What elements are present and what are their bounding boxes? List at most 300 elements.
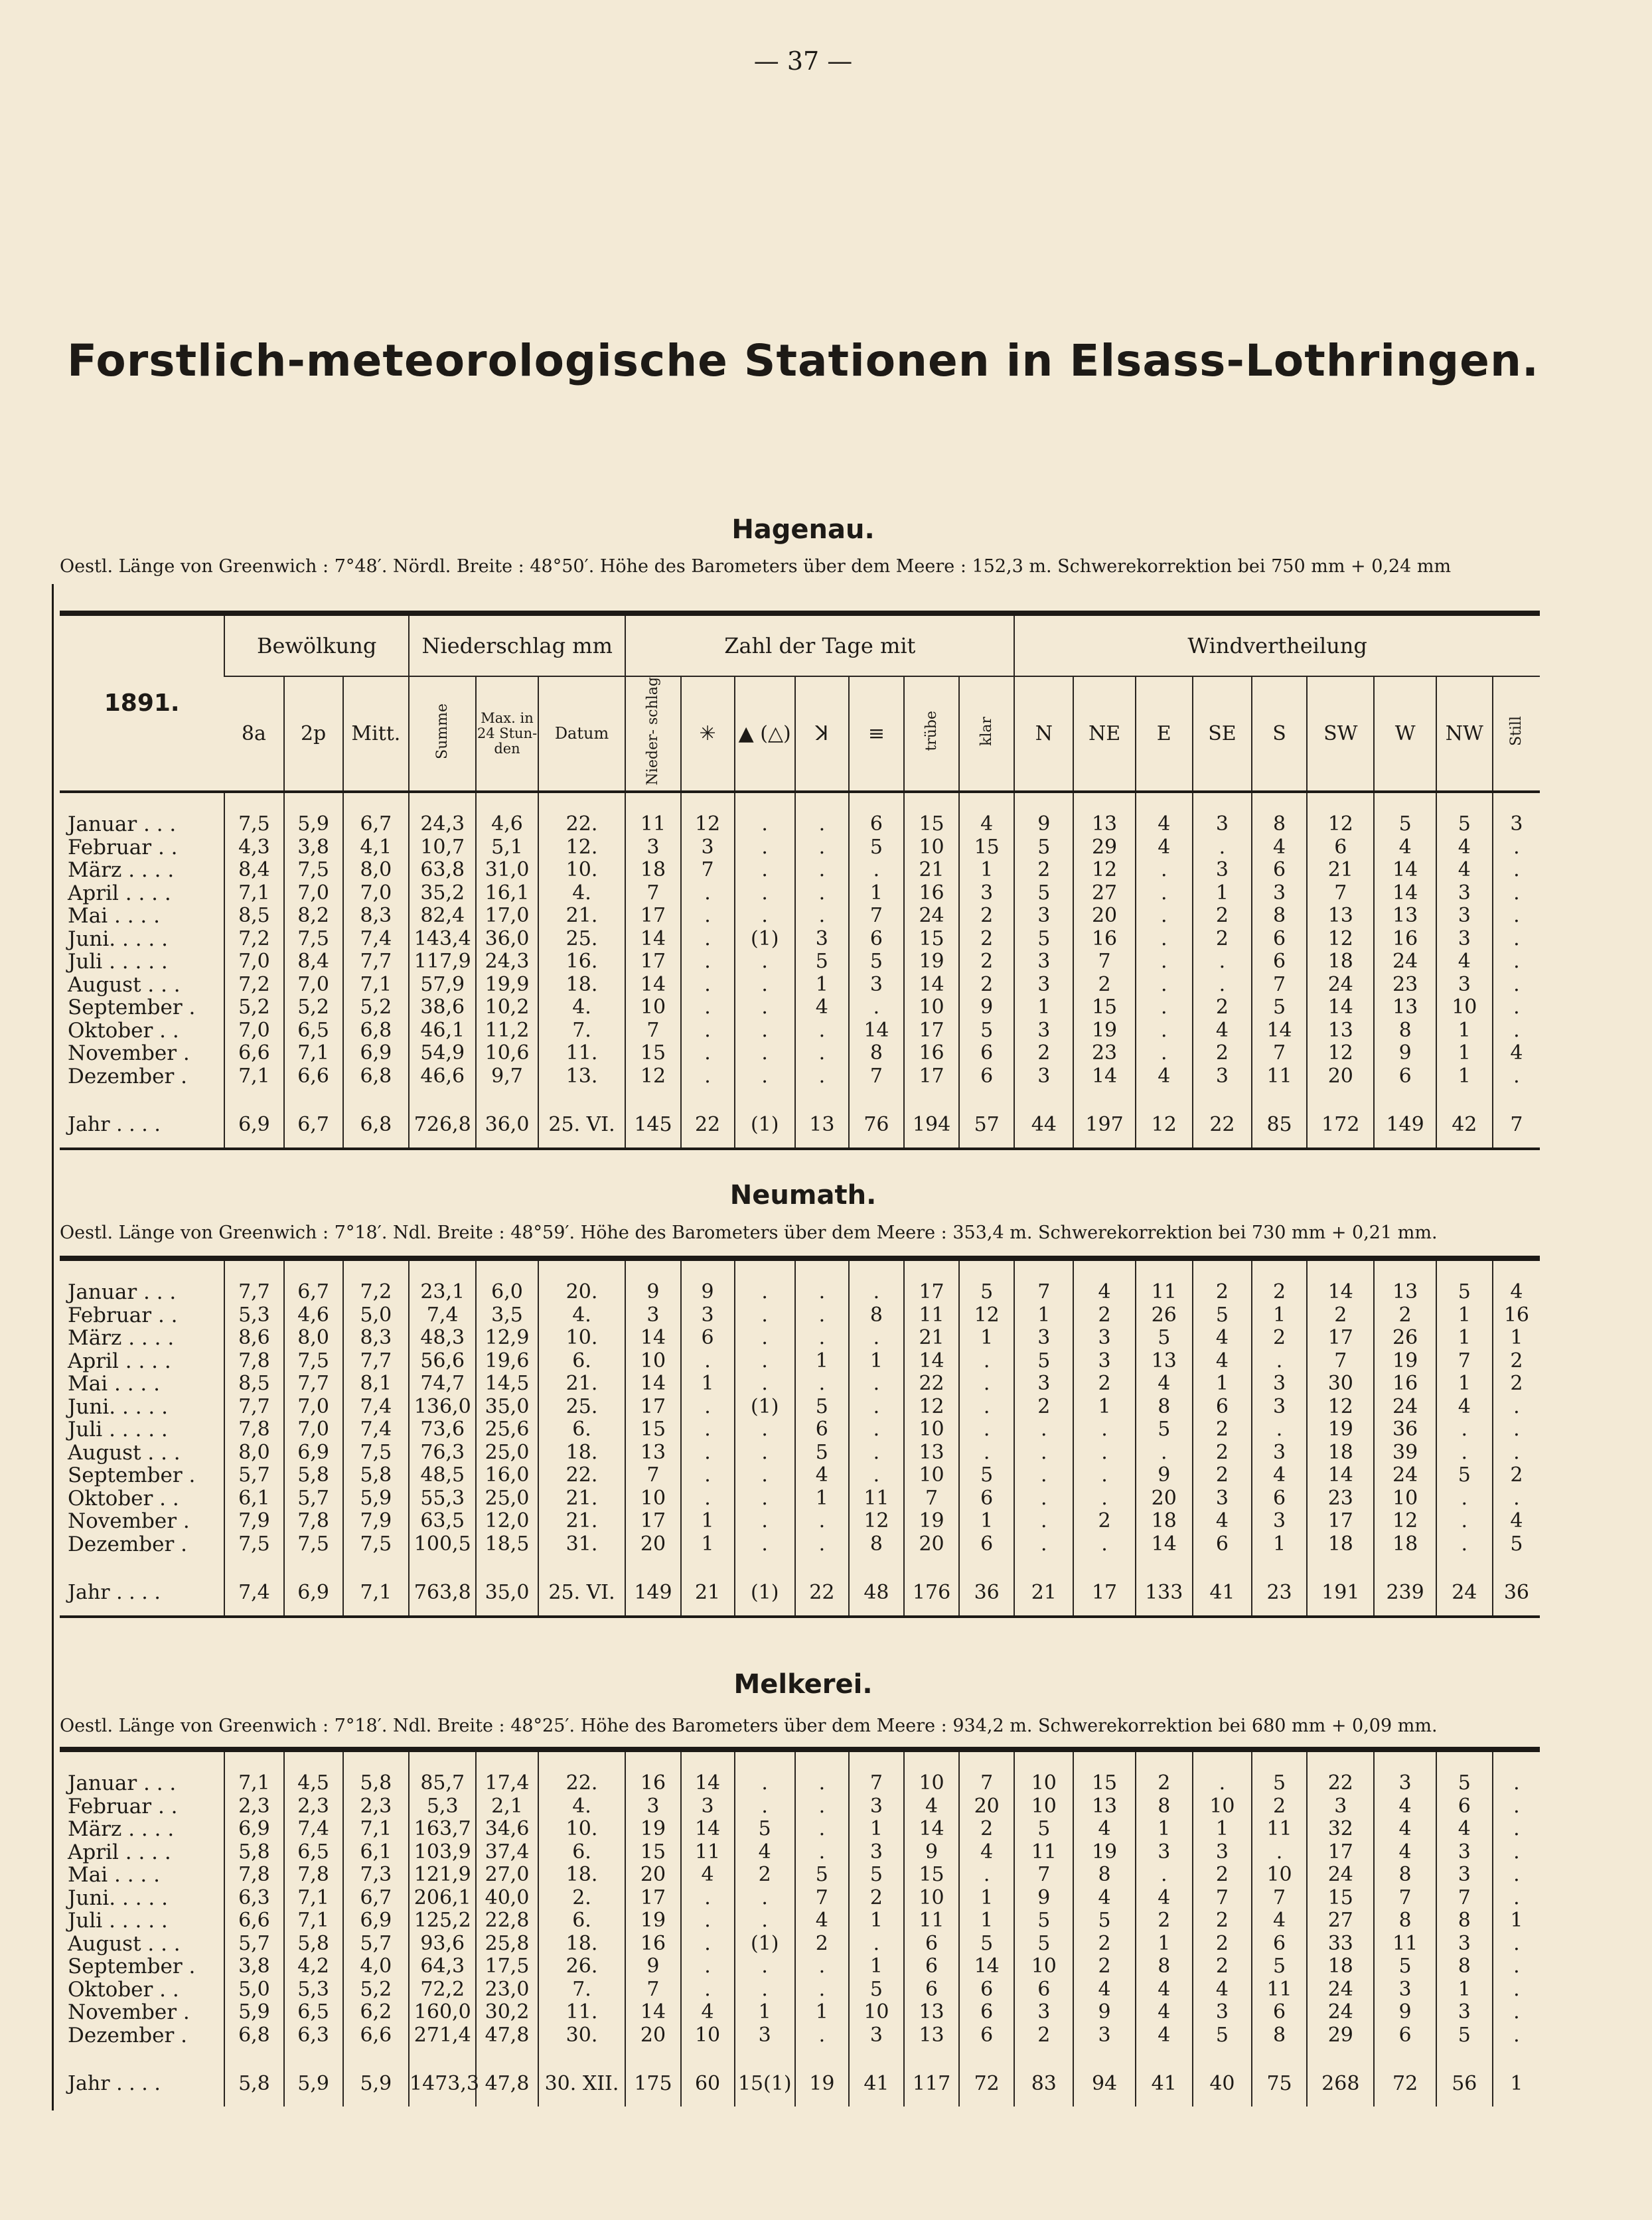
table-cell: 11 bbox=[864, 1486, 889, 1510]
table-cell: 4 bbox=[1158, 812, 1171, 836]
table-cell: 31. bbox=[565, 1532, 598, 1556]
year-total-gewitter: 22 bbox=[795, 1569, 849, 1617]
table-cell: 7,0 bbox=[297, 881, 329, 905]
table-cell: 7,7 bbox=[238, 1394, 270, 1418]
year-total-niederschlag: 175 bbox=[625, 2060, 680, 2107]
table-cell: 7,0 bbox=[297, 972, 329, 996]
table-cell: 4 bbox=[1398, 1794, 1412, 1818]
table-cell: 5 bbox=[869, 835, 883, 859]
column-SE bbox=[1193, 792, 1252, 1101]
table-cell: 12,9 bbox=[485, 1326, 530, 1349]
table-cell: 5 bbox=[758, 1817, 771, 1840]
month-label: März . . . . bbox=[68, 858, 175, 883]
table-cell: . bbox=[704, 1463, 711, 1487]
table-cell: 16,1 bbox=[485, 881, 530, 905]
table-cell: 24 bbox=[919, 904, 944, 928]
table-cell: . bbox=[761, 1418, 768, 1441]
table-cell: 7,1 bbox=[238, 1771, 270, 1795]
table-cell: . bbox=[1513, 1486, 1520, 1510]
table-cell: 9,7 bbox=[491, 1064, 523, 1088]
table-cell: 7,0 bbox=[360, 881, 392, 905]
table-cell: 10. bbox=[565, 1817, 598, 1840]
table-cell: 7,5 bbox=[238, 1532, 270, 1556]
table-cell: 1 bbox=[980, 858, 994, 882]
column-truebe bbox=[904, 792, 959, 1101]
year-total-b8a: 6,9 bbox=[224, 1101, 283, 1149]
table-cell: 5 bbox=[1215, 1303, 1229, 1327]
col-mitt: Mitt. bbox=[343, 676, 409, 792]
table-cell: 2 bbox=[1098, 1372, 1111, 1395]
table-cell: 4 bbox=[1510, 1509, 1523, 1532]
table-cell: 6 bbox=[1398, 2023, 1412, 2047]
table-cell: 8 bbox=[1098, 1863, 1111, 1886]
table-cell: . bbox=[873, 858, 880, 882]
table-cell: 17 bbox=[640, 904, 666, 928]
table-cell: 3 bbox=[1215, 2000, 1229, 2024]
column-still bbox=[1493, 1749, 1540, 2060]
col-klar-label: klar bbox=[978, 716, 996, 746]
column-klar bbox=[959, 1258, 1014, 1569]
station-coords: Oestl. Länge von Greenwich : 7°18′. Ndl. Breite : 48°25′. Höhe des Barometers über dem Meere : 934,2 m. Schwerekorrektion bei 680 mm + 0,09 mm. bbox=[60, 1716, 1438, 1736]
table-cell: 10 bbox=[640, 1486, 666, 1510]
month-label: Juli . . . . . bbox=[68, 1909, 168, 1933]
table-cell: 8 bbox=[1158, 1794, 1171, 1818]
table-cell: 3 bbox=[1398, 1771, 1412, 1795]
table-cell: 57,9 bbox=[420, 972, 465, 996]
year-total-truebe: 117 bbox=[904, 2060, 959, 2107]
table-cell: 16 bbox=[1091, 926, 1118, 950]
table-cell: . bbox=[1160, 972, 1167, 996]
table-cell: 4 bbox=[1458, 858, 1471, 882]
column-NW bbox=[1436, 1258, 1493, 1569]
table-cell: 19 bbox=[640, 1817, 666, 1840]
month-label: Februar . . bbox=[68, 1303, 178, 1327]
table-cell: 2 bbox=[980, 950, 994, 974]
month-label: Januar . . . bbox=[68, 1280, 177, 1304]
table-cell: 3 bbox=[1458, 1931, 1471, 1955]
table-cell: 7,7 bbox=[360, 1349, 392, 1372]
month-labels bbox=[60, 1749, 224, 2060]
table-cell: 14 bbox=[1392, 858, 1418, 882]
table-cell: . bbox=[818, 1372, 826, 1395]
table-cell: 103,9 bbox=[413, 1840, 471, 1864]
table-cell: 3 bbox=[1458, 926, 1471, 950]
table-cell: 4 bbox=[758, 1840, 771, 1864]
table-cell: 11 bbox=[1266, 1817, 1292, 1840]
year-total-summe: 763,8 bbox=[409, 1569, 476, 1617]
table-cell: 17 bbox=[640, 1394, 666, 1418]
table-cell: . bbox=[873, 1326, 880, 1349]
table-cell: 7,9 bbox=[360, 1509, 392, 1532]
table-cell: 16,0 bbox=[485, 1463, 530, 1487]
table-cell: 25. bbox=[565, 1394, 598, 1418]
table-cell: 5 bbox=[1037, 835, 1051, 859]
table-cell: 2 bbox=[1398, 1303, 1412, 1327]
table-cell: 6,9 bbox=[360, 1041, 392, 1065]
col-klar bbox=[959, 676, 1014, 792]
table-cell: 24 bbox=[1327, 1977, 1353, 2001]
table-cell: 3 bbox=[869, 972, 883, 996]
table-cell: 24,3 bbox=[420, 812, 465, 836]
column-still bbox=[1493, 792, 1540, 1101]
table-cell: 76,3 bbox=[420, 1440, 465, 1464]
table-cell: 4 bbox=[1273, 1463, 1286, 1487]
table-cell: 3 bbox=[1215, 1840, 1229, 1864]
table-cell: 24 bbox=[1327, 1863, 1353, 1886]
table-cell: 8,3 bbox=[360, 904, 392, 928]
year-total-datum: 25. VI. bbox=[538, 1101, 626, 1149]
table-cell: 6,1 bbox=[360, 1840, 392, 1864]
table-cell: 5,0 bbox=[238, 1977, 270, 2001]
table-cell: . bbox=[761, 1440, 768, 1464]
year-total-SE: 22 bbox=[1193, 1101, 1252, 1149]
table-cell: 6 bbox=[1273, 1486, 1286, 1510]
table-cell: . bbox=[873, 996, 880, 1019]
table-cell: 3 bbox=[646, 1794, 660, 1818]
column-summe bbox=[409, 792, 476, 1101]
table-cell: 17 bbox=[640, 1509, 666, 1532]
year-total-b8a: 7,4 bbox=[224, 1569, 283, 1617]
table-cell: 14 bbox=[640, 1372, 666, 1395]
month-label: August . . . bbox=[68, 1440, 181, 1465]
table-cell: 4. bbox=[572, 1794, 591, 1818]
table-cell: 12 bbox=[1327, 926, 1353, 950]
table-cell: 4 bbox=[1398, 1840, 1412, 1864]
table-cell: 1 bbox=[1098, 1394, 1111, 1418]
table-cell: 7,1 bbox=[360, 972, 392, 996]
table-cell: 17 bbox=[919, 1064, 944, 1088]
table-cell: 27,0 bbox=[485, 1863, 530, 1886]
table-cell: 55,3 bbox=[420, 1486, 465, 1510]
table-cell: 13 bbox=[919, 1440, 944, 1464]
col-still-label: Still bbox=[1508, 716, 1525, 747]
table-cell: . bbox=[1513, 1771, 1520, 1795]
table-cell: 4 bbox=[1273, 1909, 1286, 1932]
table-cell: 6,6 bbox=[238, 1909, 270, 1932]
column-b8a bbox=[224, 1258, 283, 1569]
table-cell: 8,0 bbox=[238, 1440, 270, 1464]
table-cell: 5,8 bbox=[360, 1771, 392, 1795]
table-cell: 7,3 bbox=[360, 1863, 392, 1886]
table-cell: . bbox=[1219, 972, 1226, 996]
table-cell: 47,8 bbox=[485, 2023, 530, 2047]
table-cell: 14 bbox=[919, 972, 944, 996]
table-cell: 2,3 bbox=[238, 1794, 270, 1818]
table-cell: 7 bbox=[869, 1064, 883, 1088]
year-total-SE: 40 bbox=[1193, 2060, 1252, 2107]
table-cell: 1 bbox=[815, 1486, 828, 1510]
table-cell: 4 bbox=[1215, 1349, 1229, 1372]
table-cell: 12,0 bbox=[485, 1509, 530, 1532]
column-summe bbox=[409, 1749, 476, 2060]
table-cell: 1 bbox=[1273, 1303, 1286, 1327]
table-cell: 14 bbox=[694, 1771, 721, 1795]
column-schnee bbox=[681, 792, 735, 1101]
column-datum bbox=[538, 1258, 626, 1569]
column-nebel bbox=[849, 1749, 904, 2060]
table-cell: 5 bbox=[1215, 2023, 1229, 2047]
table-cell: 18. bbox=[565, 1440, 598, 1464]
table-cell: 7 bbox=[869, 904, 883, 928]
month-label: April . . . . bbox=[68, 1349, 171, 1373]
column-hagel bbox=[735, 1749, 795, 2060]
col-2p: 2p bbox=[284, 676, 343, 792]
month-label: März . . . . bbox=[68, 1326, 175, 1350]
table-cell: 14 bbox=[864, 1018, 889, 1042]
column-SW bbox=[1307, 792, 1374, 1101]
year-total-N: 44 bbox=[1014, 1101, 1073, 1149]
column-schnee bbox=[681, 1258, 735, 1569]
table-cell: 22. bbox=[565, 1463, 598, 1487]
year-total-b2p: 6,9 bbox=[284, 1569, 343, 1617]
station-coords: Oestl. Länge von Greenwich : 7°48′. Nördl. Breite : 48°50′. Höhe des Barometers über dem Meere : 152,3 m. Schwerekorrektion bei 750 mm + 0,24 mm bbox=[60, 556, 1452, 577]
table-cell: 2 bbox=[1215, 1041, 1229, 1065]
table-cell: . bbox=[761, 1303, 768, 1327]
table-cell: 3 bbox=[701, 1303, 714, 1327]
month-label: April . . . . bbox=[68, 1840, 171, 1864]
table-cell: 18. bbox=[565, 1931, 598, 1955]
table-cell: 4,6 bbox=[491, 812, 523, 836]
table-cell: 1 bbox=[980, 1509, 994, 1532]
month-label: Februar . . bbox=[68, 1794, 178, 1818]
table-cell: 1 bbox=[815, 2000, 828, 2024]
table-cell: . bbox=[818, 1509, 826, 1532]
table-cell: . bbox=[1513, 2023, 1520, 2047]
table-cell: 16 bbox=[919, 881, 944, 905]
table-cell: 8,2 bbox=[297, 904, 329, 928]
table-cell: . bbox=[873, 1280, 880, 1303]
column-SE bbox=[1193, 1258, 1252, 1569]
table-cell: 13 bbox=[1392, 996, 1418, 1019]
table-cell: . bbox=[1513, 1794, 1520, 1818]
table-cell: 5 bbox=[1458, 2023, 1471, 2047]
table-cell: 14 bbox=[919, 1349, 944, 1372]
column-nebel bbox=[849, 1258, 904, 1569]
table-cell: 22. bbox=[565, 812, 598, 836]
table-cell: 30,2 bbox=[485, 2000, 530, 2024]
table-cell: 7 bbox=[869, 1771, 883, 1795]
table-cell: 125,2 bbox=[413, 1909, 471, 1932]
table-cell: 6,5 bbox=[297, 2000, 329, 2024]
table-cell: 10,2 bbox=[485, 996, 530, 1019]
table-cell: . bbox=[761, 1532, 768, 1556]
table-cell: . bbox=[1041, 1463, 1047, 1487]
table-cell: 5 bbox=[1458, 1280, 1471, 1303]
col-SW: SW bbox=[1307, 676, 1374, 792]
table-cell: 5 bbox=[1458, 812, 1471, 836]
table-cell: 7 bbox=[1334, 881, 1347, 905]
table-cell: 7 bbox=[646, 881, 660, 905]
column-S bbox=[1252, 1749, 1307, 2060]
year-total-N: 83 bbox=[1014, 2060, 1073, 2107]
table-cell: 11 bbox=[1151, 1280, 1177, 1303]
col-S: S bbox=[1252, 676, 1307, 792]
table-cell: 19 bbox=[1091, 1840, 1118, 1864]
year-total-schnee: 21 bbox=[681, 1569, 735, 1617]
table-cell: 11 bbox=[1266, 1977, 1292, 2001]
column-schnee bbox=[681, 1749, 735, 2060]
table-cell: 6,7 bbox=[360, 812, 392, 836]
table-cell: 7,4 bbox=[426, 1303, 459, 1327]
table-cell: 46,1 bbox=[420, 1018, 465, 1042]
table-cell: 2 bbox=[1098, 1955, 1111, 1978]
table-cell: 6,7 bbox=[297, 1280, 329, 1303]
table-cell: . bbox=[983, 1349, 990, 1372]
table-cell: 1 bbox=[869, 1349, 883, 1372]
month-label: Dezember . bbox=[68, 1064, 187, 1088]
table-cell: 121,9 bbox=[413, 1863, 471, 1886]
month-label: Dezember . bbox=[68, 2023, 187, 2047]
table-cell: 5,8 bbox=[297, 1463, 329, 1487]
table-cell: 4 bbox=[1098, 1886, 1111, 1909]
table-cell: 13 bbox=[1327, 1018, 1353, 1042]
table-cell: 5 bbox=[980, 1463, 994, 1487]
table-cell: 10 bbox=[864, 2000, 889, 2024]
table-cell: 24 bbox=[1392, 1394, 1418, 1418]
table-cell: 7,8 bbox=[297, 1509, 329, 1532]
col-niederschlag-tage-label: Nieder- schlag bbox=[644, 677, 662, 786]
column-gewitter bbox=[795, 1749, 849, 2060]
table-cell: 8,4 bbox=[238, 858, 270, 882]
table-cell: 25,6 bbox=[485, 1418, 530, 1441]
year-total-still: 1 bbox=[1493, 2060, 1540, 2107]
table-cell: 7,0 bbox=[297, 1418, 329, 1441]
table-cell: 5 bbox=[1458, 1463, 1471, 1487]
column-SE bbox=[1193, 1749, 1252, 2060]
table-cell: . bbox=[1513, 2000, 1520, 2024]
table-cell: . bbox=[1160, 1863, 1167, 1886]
year-total-hagel: (1) bbox=[735, 1569, 795, 1617]
table-cell: 4 bbox=[1215, 1509, 1229, 1532]
column-datum bbox=[538, 1749, 626, 2060]
month-label: März . . . . bbox=[68, 1817, 175, 1841]
table-cell: 5,3 bbox=[297, 1977, 329, 2001]
column-NW bbox=[1436, 1749, 1493, 2060]
table-cell: 18 bbox=[1327, 1440, 1353, 1464]
table-cell: 5,8 bbox=[360, 1463, 392, 1487]
table-cell: . bbox=[1160, 1041, 1167, 1065]
table-cell: 9 bbox=[1037, 1886, 1051, 1909]
table-cell: . bbox=[704, 1018, 711, 1042]
table-cell: 6,8 bbox=[360, 1018, 392, 1042]
table-cell: . bbox=[1276, 1349, 1283, 1372]
table-cell: 6,2 bbox=[360, 2000, 392, 2024]
table-cell: 16 bbox=[1392, 1372, 1418, 1395]
year-total-W: 239 bbox=[1374, 1569, 1436, 1617]
table-cell: . bbox=[761, 812, 768, 836]
col-NW: NW bbox=[1436, 676, 1493, 792]
table-cell: 1 bbox=[701, 1372, 714, 1395]
table-cell: 7 bbox=[1334, 1349, 1347, 1372]
year-total-still: 36 bbox=[1493, 1569, 1540, 1617]
table-cell: 7,1 bbox=[238, 881, 270, 905]
table-cell: 4 bbox=[1458, 835, 1471, 859]
table-cell: 5 bbox=[815, 1863, 828, 1886]
table-cell: 7,7 bbox=[360, 950, 392, 974]
table-cell: 10 bbox=[1392, 1486, 1418, 1510]
table-cell: 3 bbox=[980, 881, 994, 905]
table-cell: 8,5 bbox=[238, 904, 270, 928]
table-cell: 1 bbox=[1510, 1326, 1523, 1349]
table-cell: 27 bbox=[1327, 1909, 1353, 1932]
table-cell: 15 bbox=[1091, 1771, 1118, 1795]
table-cell: 4 bbox=[1510, 1280, 1523, 1303]
month-label: November . bbox=[68, 1509, 190, 1533]
table-cell: . bbox=[761, 1018, 768, 1042]
table-cell: . bbox=[761, 835, 768, 859]
table-cell: 6 bbox=[980, 2000, 994, 2024]
table-cell: 7,4 bbox=[297, 1817, 329, 1840]
table-cell: 21. bbox=[565, 1509, 598, 1532]
column-N bbox=[1014, 1258, 1073, 1569]
table-cell: 17 bbox=[1327, 1326, 1353, 1349]
table-cell: 1 bbox=[701, 1509, 714, 1532]
table-cell: 3 bbox=[1458, 1863, 1471, 1886]
table-cell: 6 bbox=[1273, 926, 1286, 950]
table-cell: . bbox=[1041, 1440, 1047, 1464]
table-cell: 14 bbox=[1266, 1018, 1292, 1042]
table-cell: 17 bbox=[640, 1886, 666, 1909]
table-cell: . bbox=[1041, 1486, 1047, 1510]
month-label: August . . . bbox=[68, 972, 181, 997]
table-cell: . bbox=[818, 858, 826, 882]
table-cell: 1 bbox=[980, 1909, 994, 1932]
group-tage: Zahl der Tage mit bbox=[625, 613, 1014, 676]
year-total-NE: 197 bbox=[1073, 1101, 1135, 1149]
table-cell: . bbox=[818, 1532, 826, 1556]
table-cell: 14,5 bbox=[485, 1372, 530, 1395]
table-cell: 20 bbox=[974, 1794, 1000, 1818]
year-total-nebel: 48 bbox=[849, 1569, 904, 1617]
table-cell: 3 bbox=[1158, 1840, 1171, 1864]
month-label: Oktober . . bbox=[68, 1486, 179, 1511]
table-cell: 7,0 bbox=[238, 950, 270, 974]
table-cell: 8 bbox=[1458, 1909, 1471, 1932]
table-cell: 2 bbox=[980, 926, 994, 950]
year-total-N: 21 bbox=[1014, 1569, 1073, 1617]
column-b2p bbox=[284, 1749, 343, 2060]
column-summe bbox=[409, 1258, 476, 1569]
table-cell: . bbox=[761, 1326, 768, 1349]
table-cell: 1 bbox=[1037, 1303, 1051, 1327]
column-W bbox=[1374, 792, 1436, 1101]
table-cell: 3 bbox=[1037, 904, 1051, 928]
table-cell: 4. bbox=[572, 996, 591, 1019]
table-cell: 5 bbox=[1037, 881, 1051, 905]
table-cell: . bbox=[761, 1771, 768, 1795]
table-cell: 5 bbox=[1158, 1418, 1171, 1441]
table-cell: 7 bbox=[701, 858, 714, 882]
year-total-nebel: 41 bbox=[849, 2060, 904, 2107]
table-cell: 54,9 bbox=[420, 1041, 465, 1065]
table-cell: 143,4 bbox=[413, 926, 471, 950]
table-cell: 8,1 bbox=[360, 1372, 392, 1395]
table-cell: 1 bbox=[1215, 1817, 1229, 1840]
table-cell: 2. bbox=[572, 1886, 591, 1909]
table-cell: 4 bbox=[1215, 1326, 1229, 1349]
table-cell: 2 bbox=[1098, 972, 1111, 996]
table-cell: 18 bbox=[1327, 950, 1353, 974]
table-cell: . bbox=[1041, 1418, 1047, 1441]
table-cell: 5,7 bbox=[238, 1931, 270, 1955]
table-cell: 13 bbox=[919, 2000, 944, 2024]
table-cell: 2 bbox=[1215, 904, 1229, 928]
table-cell: 12. bbox=[565, 835, 598, 859]
month-label: September . bbox=[68, 996, 196, 1020]
year-total-SW: 172 bbox=[1307, 1101, 1374, 1149]
table-cell: 2 bbox=[1273, 1326, 1286, 1349]
table-cell: . bbox=[818, 1955, 826, 1978]
